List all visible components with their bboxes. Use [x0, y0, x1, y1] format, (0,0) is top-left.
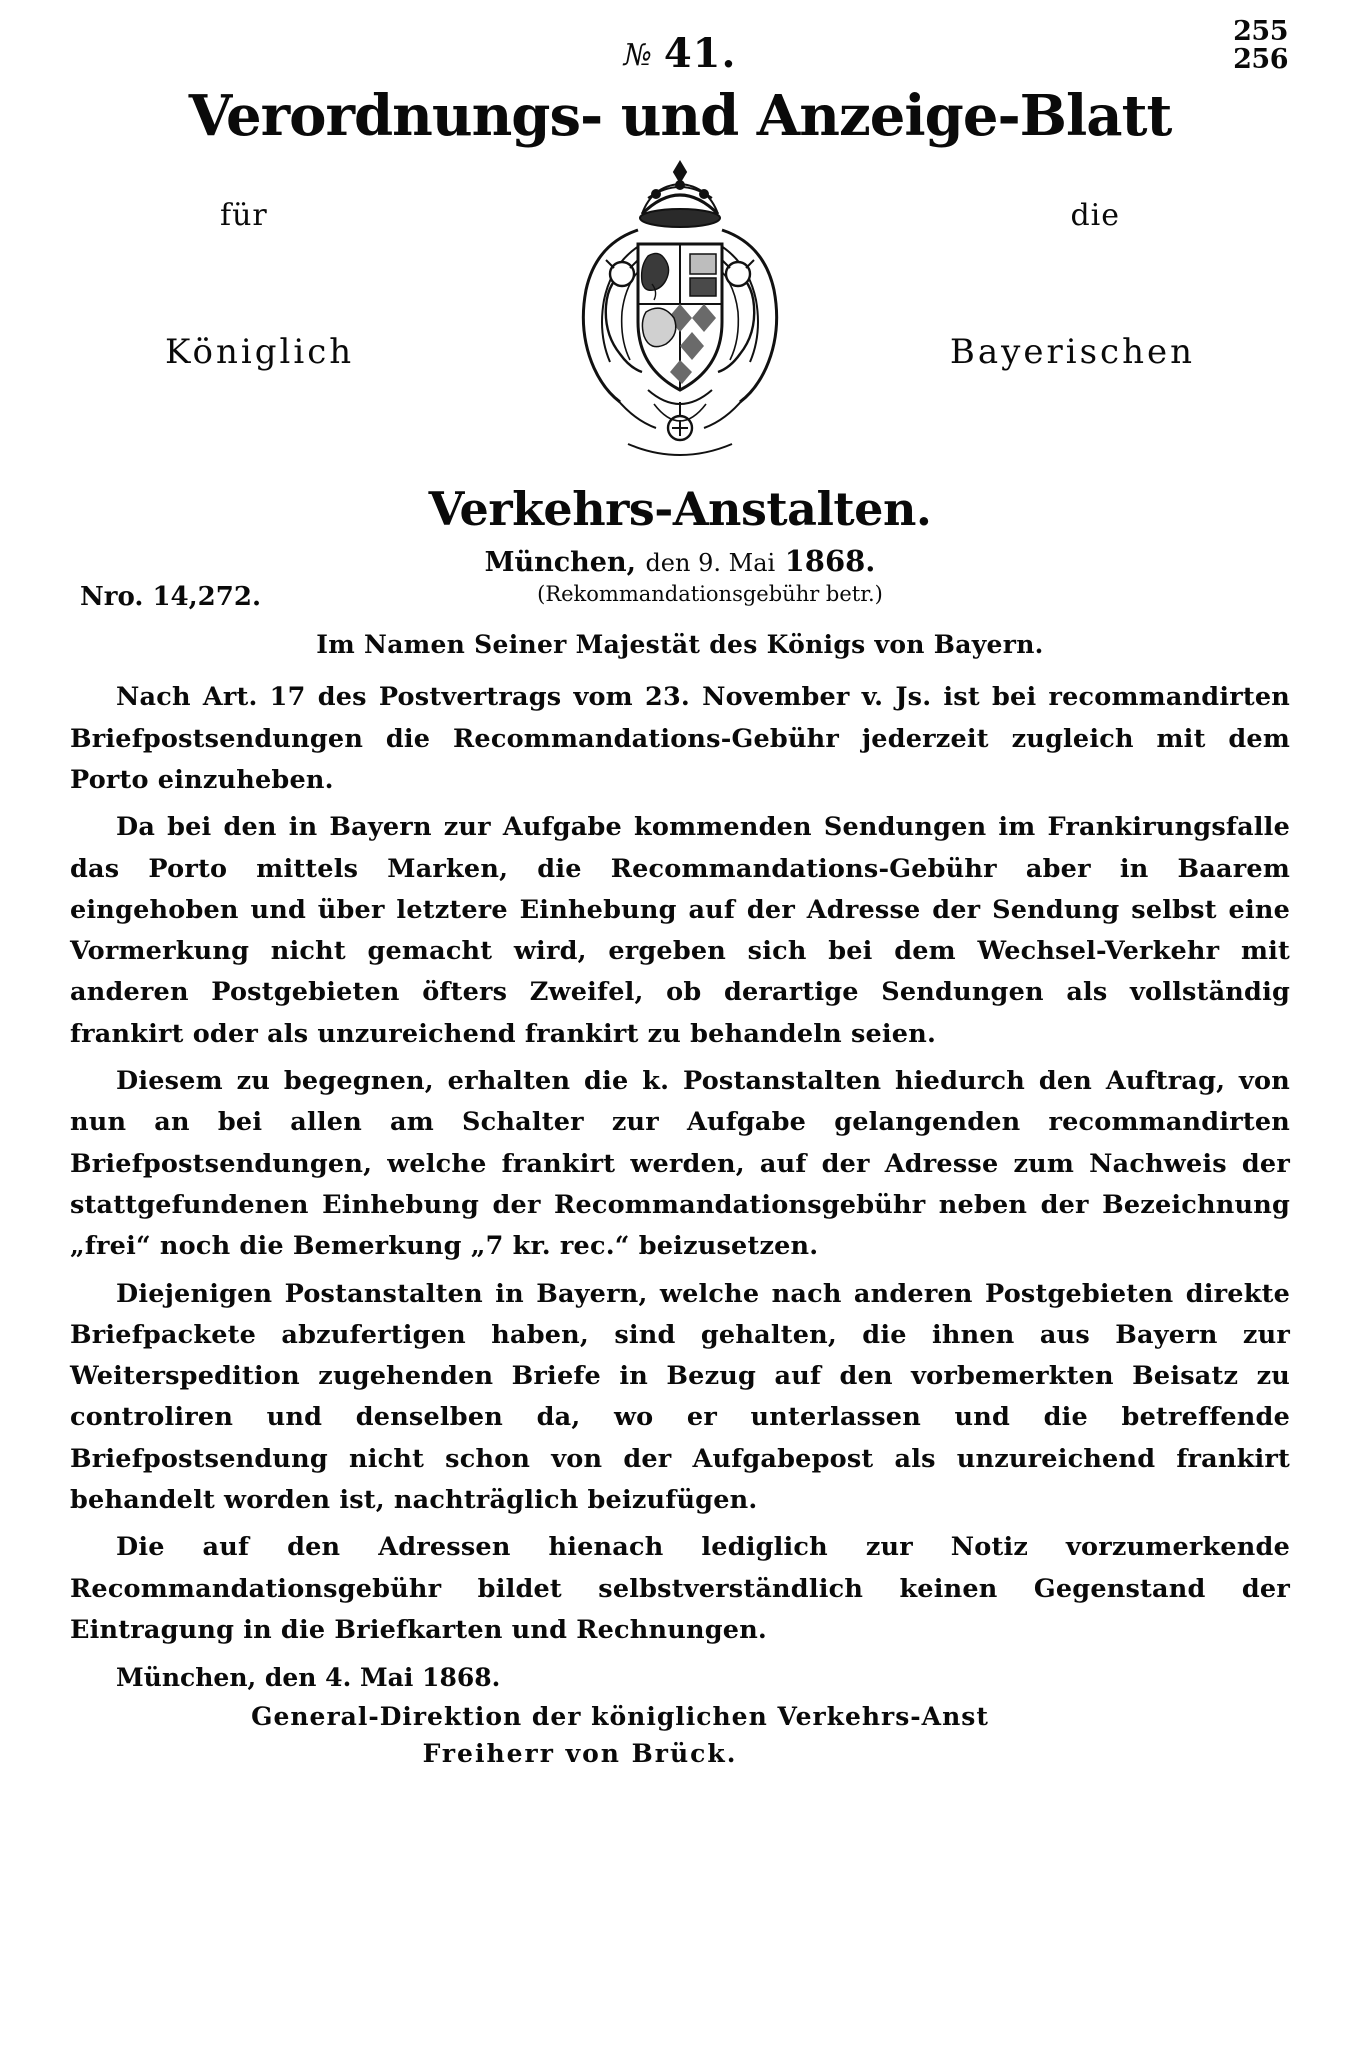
place-and-date [70, 544, 1290, 578]
place: München, [484, 547, 637, 579]
body-paragraph: Da bei den in Bayern zur Aufgabe kommenden Sendungen im Frankirungsfalle das Porto mittels Marken, die Recommandations-Gebühr aber in Baarem eingehoben und über letztere Einhebung auf der Adresse der Sendung selbst eine Vormerkung nicht gemacht wird, ergeben sich bei dem Wechsel-Verkehr mit anderen Postgebieten öfters Zweifel, ob derartige Sendungen als vollständig frankirt oder als unzureichend frankirt zu behandeln seien. [70, 812, 1290, 1049]
in-name-of-the-king: Im Namen Seiner Majestät des Königs von Bayern. [316, 630, 1044, 660]
body-paragraph: Diejenigen Postanstalten in Bayern, welche nach anderen Postgebieten direkte Briefpackete abzufertigen haben, sind gehalten, die ihnen aus Bayern zur Weiterspedition zugehenden Briefe in Bezug auf den vorbemerkten Beisatz zu controliren und denselben da, wo er unterlassen und die betreffende Briefpostsendung nicht schon von der Aufgabepost als unzureichend frankirt behandelt worden ist, nachträglich beizufügen. [70, 1278, 1290, 1515]
coat-of-arms-icon [530, 152, 830, 472]
signature-name: Freiherr von Brück. [422, 1739, 738, 1769]
year: 1868. [784, 544, 876, 579]
numero-sign: № [623, 38, 652, 73]
crest-row [70, 152, 1290, 482]
date-text: den 9. Mai [645, 549, 776, 578]
signature-block [70, 1663, 1290, 1768]
signature-office: General-Direktion der königlichen Verkehrs-Anst [251, 1702, 989, 1732]
body-paragraph: Die auf den Adressen hienach lediglich zur Notiz vorzumerkende Recommandationsgebühr bildet selbstverständlich keinen Gegenstand der Eintragung in die Briefkarten und Rechnungen. [70, 1532, 1290, 1645]
document-number: Nro. 14,272. [80, 582, 262, 613]
masthead-word-die: die [1070, 198, 1120, 234]
page-number-verso: 256 [1233, 44, 1288, 76]
subject-row [70, 582, 1290, 616]
body-paragraph: Nach Art. 17 des Postvertrags vom 23. November v. Js. ist bei recommandirten Briefpostsendungen die Recommandations-Gebühr jederzeit zugleich mit dem Porto einzuheben. [70, 682, 1290, 795]
page-numbers [1233, 18, 1288, 75]
signature-date: München, den 4. Mai 1868. [116, 1663, 501, 1693]
publication-title: Verordnungs- und Anzeige-Blatt [188, 83, 1172, 149]
document-subject: (Rekommandationsgebühr betr.) [537, 582, 883, 607]
masthead-word-bayerischen: Bayerischen [949, 332, 1195, 373]
masthead-word-koeniglich: Königlich [165, 332, 355, 373]
document-body [70, 677, 1290, 1651]
issue-line [70, 30, 1290, 77]
masthead-word-fuer: für [220, 198, 268, 234]
issue-number: 41. [663, 30, 737, 77]
publication-subtitle: Verkehrs-Anstalten. [428, 482, 932, 537]
page-number-recto: 255 [1233, 16, 1288, 47]
body-paragraph: Diesem zu begegnen, erhalten die k. Postanstalten hiedurch den Auftrag, von nun an bei allen am Schalter zur Aufgabe gelangenden recommandirten Briefpostsendungen, welche frankirt werden, auf der Adresse zum Nachweis der stattgefundenen Einhebung der Recommandationsgebühr neben der Bezeichnung „frei“ noch die Bemerkung „7 kr. rec.“ beizusetzen. [70, 1066, 1290, 1262]
